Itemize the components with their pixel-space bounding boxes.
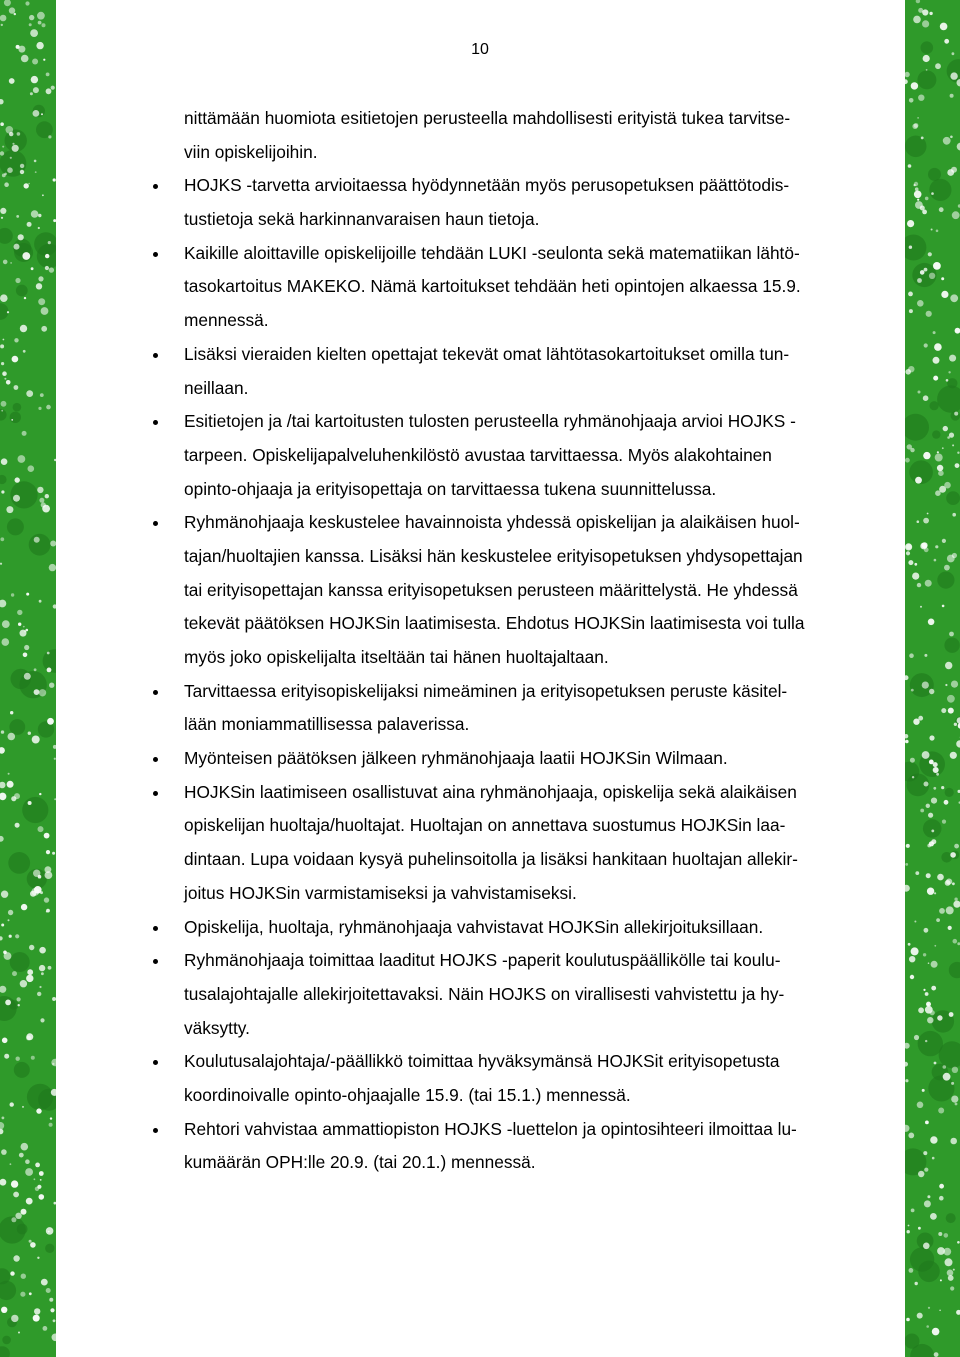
bullet-item xyxy=(184,1045,868,1112)
bullet-dot-icon xyxy=(153,353,158,358)
bullet-item xyxy=(184,944,868,1045)
text-line: tarpeen. Opiskelijapalveluhenkilöstö avustaa tarvittaessa. Myös alakohtainen xyxy=(184,444,772,465)
text-line: Esitietojen ja /tai kartoitusten tulosten perusteella ryhmänohjaaja arvioi HOJKS - xyxy=(184,411,796,432)
bullet-dot-icon xyxy=(153,184,158,189)
bullet-dot-icon xyxy=(153,959,158,964)
text-line: dintaan. Lupa voidaan kysyä puhelinsoitolla ja lisäksi hankitaan huoltajan allekir- xyxy=(184,849,798,870)
text-line: tustietoja sekä harkinnanvaraisen haun tietoja. xyxy=(184,209,540,230)
left-decorative-border xyxy=(0,0,56,1357)
text-line: HOJKS -tarvetta arvioitaessa hyödynnetään myös perusopetuksen päättötodis- xyxy=(184,175,790,196)
bullet-item xyxy=(184,911,868,945)
bullet-item xyxy=(184,1113,868,1180)
bullet-dot-icon xyxy=(153,1128,158,1133)
bullet-item xyxy=(184,506,868,674)
left-border-pattern xyxy=(0,0,56,1357)
text-line: HOJKSin laatimiseen osallistuvat aina ryhmänohjaaja, opiskelija sekä alaikäisen xyxy=(184,781,797,802)
bullet-dot-icon xyxy=(153,690,158,695)
bullet-item xyxy=(184,776,868,911)
bullet-dot-icon xyxy=(153,926,158,931)
text-line: Koulutusalajohtaja/-päällikkö toimittaa hyväksymänsä HOJKSit erityisopetusta xyxy=(184,1051,780,1072)
bullet-item xyxy=(184,675,868,742)
bullet-item xyxy=(184,405,868,506)
text-line: myös joko opiskelijalta itseltään tai hänen huoltajaltaan. xyxy=(184,647,609,667)
bullet-dot-icon xyxy=(153,791,158,796)
document-body xyxy=(184,102,868,1180)
text-line: koordinoivalle opinto-ohjaajalle 15.9. (tai 15.1.) mennessä. xyxy=(184,1084,631,1105)
text-line: tasokartoitus MAKEKO. Nämä kartoitukset tehdään heti opintojen alkaessa 15.9. xyxy=(184,276,801,297)
bullet-dot-icon xyxy=(153,521,158,526)
bullet-item xyxy=(184,237,868,338)
text-line: mennessä. xyxy=(184,310,269,331)
text-line: opiskelijan huoltaja/huoltajat. Huoltajan on annettava suostumus HOJKSin laa- xyxy=(184,815,786,836)
intro-paragraph xyxy=(184,102,868,169)
right-border-pattern xyxy=(905,0,960,1357)
text-line: Tarvittaessa erityisopiskelijaksi nimeäminen ja erityisopetuksen peruste käsitel- xyxy=(184,680,788,701)
bullet-item xyxy=(184,169,868,236)
text-line: kumäärän OPH:lle 20.9. (tai 20.1.) mennessä. xyxy=(184,1152,536,1173)
text-line: nittämään huomiota esitietojen perusteella mahdollisesti erityistä tukea tarvitse- xyxy=(184,108,791,128)
bullet-list xyxy=(184,169,868,1180)
text-line: Rehtori vahvistaa ammattiopiston HOJKS -luettelon ja opintosihteeri ilmoittaa lu- xyxy=(184,1118,797,1139)
bullet-dot-icon xyxy=(153,757,158,762)
text-line: väksytty. xyxy=(184,1017,250,1038)
bullet-dot-icon xyxy=(153,420,158,425)
page-number: 10 xyxy=(471,41,489,58)
text-line: tekevät päätöksen HOJKSin laatimisesta. Ehdotus HOJKSin laatimisesta voi tulla xyxy=(184,613,805,634)
text-line: Myönteisen päätöksen jälkeen ryhmänohjaaja laatii HOJKSin Wilmaan. xyxy=(184,748,728,769)
text-line: viin opiskelijoihin. xyxy=(184,141,318,162)
right-decorative-border xyxy=(905,0,960,1357)
bullet-item xyxy=(184,742,868,776)
text-line: Ryhmänohjaaja toimittaa laaditut HOJKS -paperit koulutuspäällikölle tai koulu- xyxy=(184,950,781,971)
text-line: Opiskelija, huoltaja, ryhmänohjaaja vahvistavat HOJKSin allekirjoituksillaan. xyxy=(184,916,764,937)
text-line: tai erityisopettajan kanssa erityisopetuksen perusteen määrittelystä. He yhdessä xyxy=(184,579,798,600)
bullet-item xyxy=(184,338,868,405)
text-line: tusalajohtajalle allekirjoitettavaksi. Näin HOJKS on virallisesti vahvistettu ja hy- xyxy=(184,983,785,1004)
text-line: tajan/huoltajien kanssa. Lisäksi hän keskustelee erityisopetuksen yhdysopettajan xyxy=(184,545,803,566)
text-line: Kaikille aloittaville opiskelijoille tehdään LUKI -seulonta sekä matematiikan lähtö- xyxy=(184,242,800,263)
text-line: neillaan. xyxy=(184,377,249,398)
text-line: Lisäksi vieraiden kielten opettajat tekevät omat lähtötasokartoitukset omilla tun- xyxy=(184,343,790,364)
bullet-dot-icon xyxy=(153,1060,158,1065)
text-line: joitus HOJKSin varmistamiseksi ja vahvistamiseksi. xyxy=(184,882,577,903)
bullet-dot-icon xyxy=(153,252,158,257)
text-line: Ryhmänohjaaja keskustelee havainnoista yhdessä opiskelijan ja alaikäisen huol- xyxy=(184,512,800,533)
text-line: lään moniammatillisessa palaverissa. xyxy=(184,714,470,735)
text-line: opinto-ohjaaja ja erityisopettaja on tarvittaessa tukena suunnittelussa. xyxy=(184,478,717,499)
